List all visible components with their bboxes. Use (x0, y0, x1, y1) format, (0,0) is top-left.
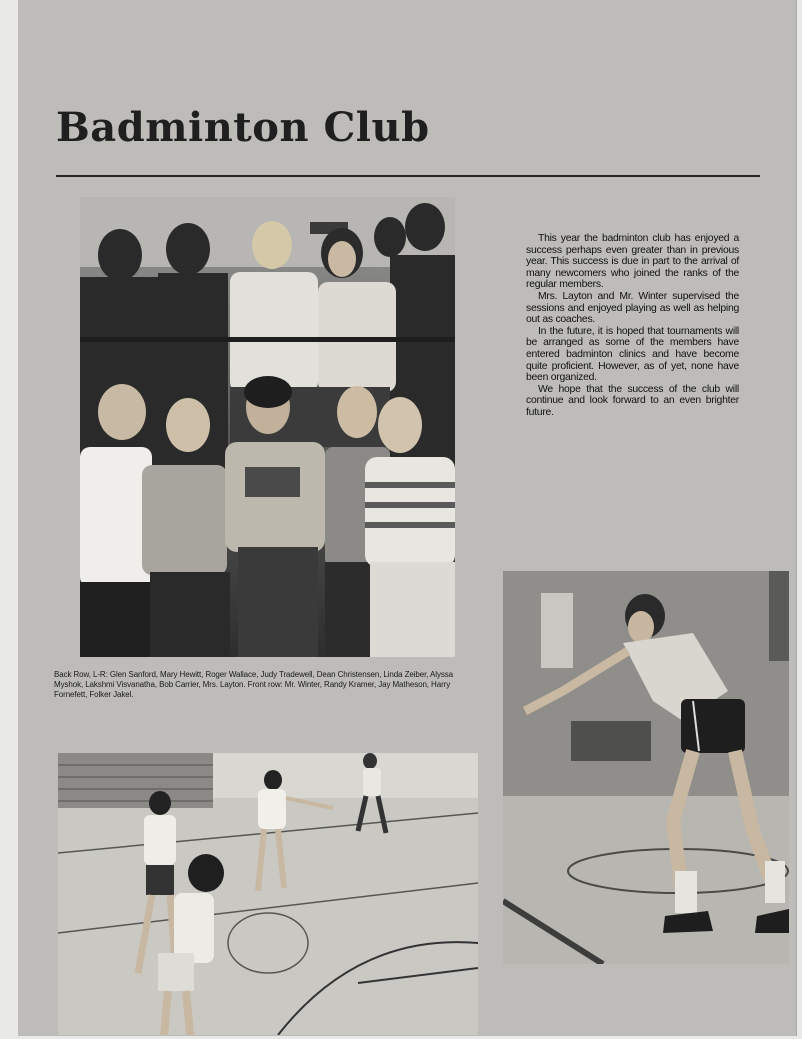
page-title: Badminton Club (56, 104, 430, 151)
article-paragraph: We hope that the success of the club will continue and look forward to an even brighter future. (526, 383, 739, 418)
yearbook-page (18, 0, 796, 1036)
article-paragraph: In the future, it is hoped that tournaments will be arranged as some of the members have entered badminton clinics and have become quite proficient. However, as of yet, none have been organized. (526, 325, 739, 384)
group-photo-image (80, 197, 455, 657)
player-photo (503, 571, 789, 964)
article-paragraph: This year the badminton club has enjoyed a success perhaps even greater than in previous year. This success is due in part to the arrival of many newcomers who joined the ranks of the regular members. (526, 233, 739, 291)
group-photo (80, 197, 455, 657)
group-photo-caption: Back Row, L-R: Glen Sanford, Mary Hewitt, Roger Wallace, Judy Tradewell, Dean Christensen, Linda Zeiber, Alyssa Myshok, Lakshmi Visvanatha, Bob Carrier, Mrs. Layton. Front row: Mr. Winter, Randy Kramer, Jay Matheson, Harry Fornefett, Folker Jakel. (54, 670, 454, 699)
doubles-photo (58, 753, 478, 1035)
title-divider (56, 175, 760, 177)
article-body (526, 233, 739, 419)
doubles-photo-image (58, 753, 478, 1035)
player-photo-image (503, 571, 789, 964)
article-paragraph: Mrs. Layton and Mr. Winter supervised the sessions and enjoyed playing as well as helping out as coaches. (526, 290, 739, 326)
